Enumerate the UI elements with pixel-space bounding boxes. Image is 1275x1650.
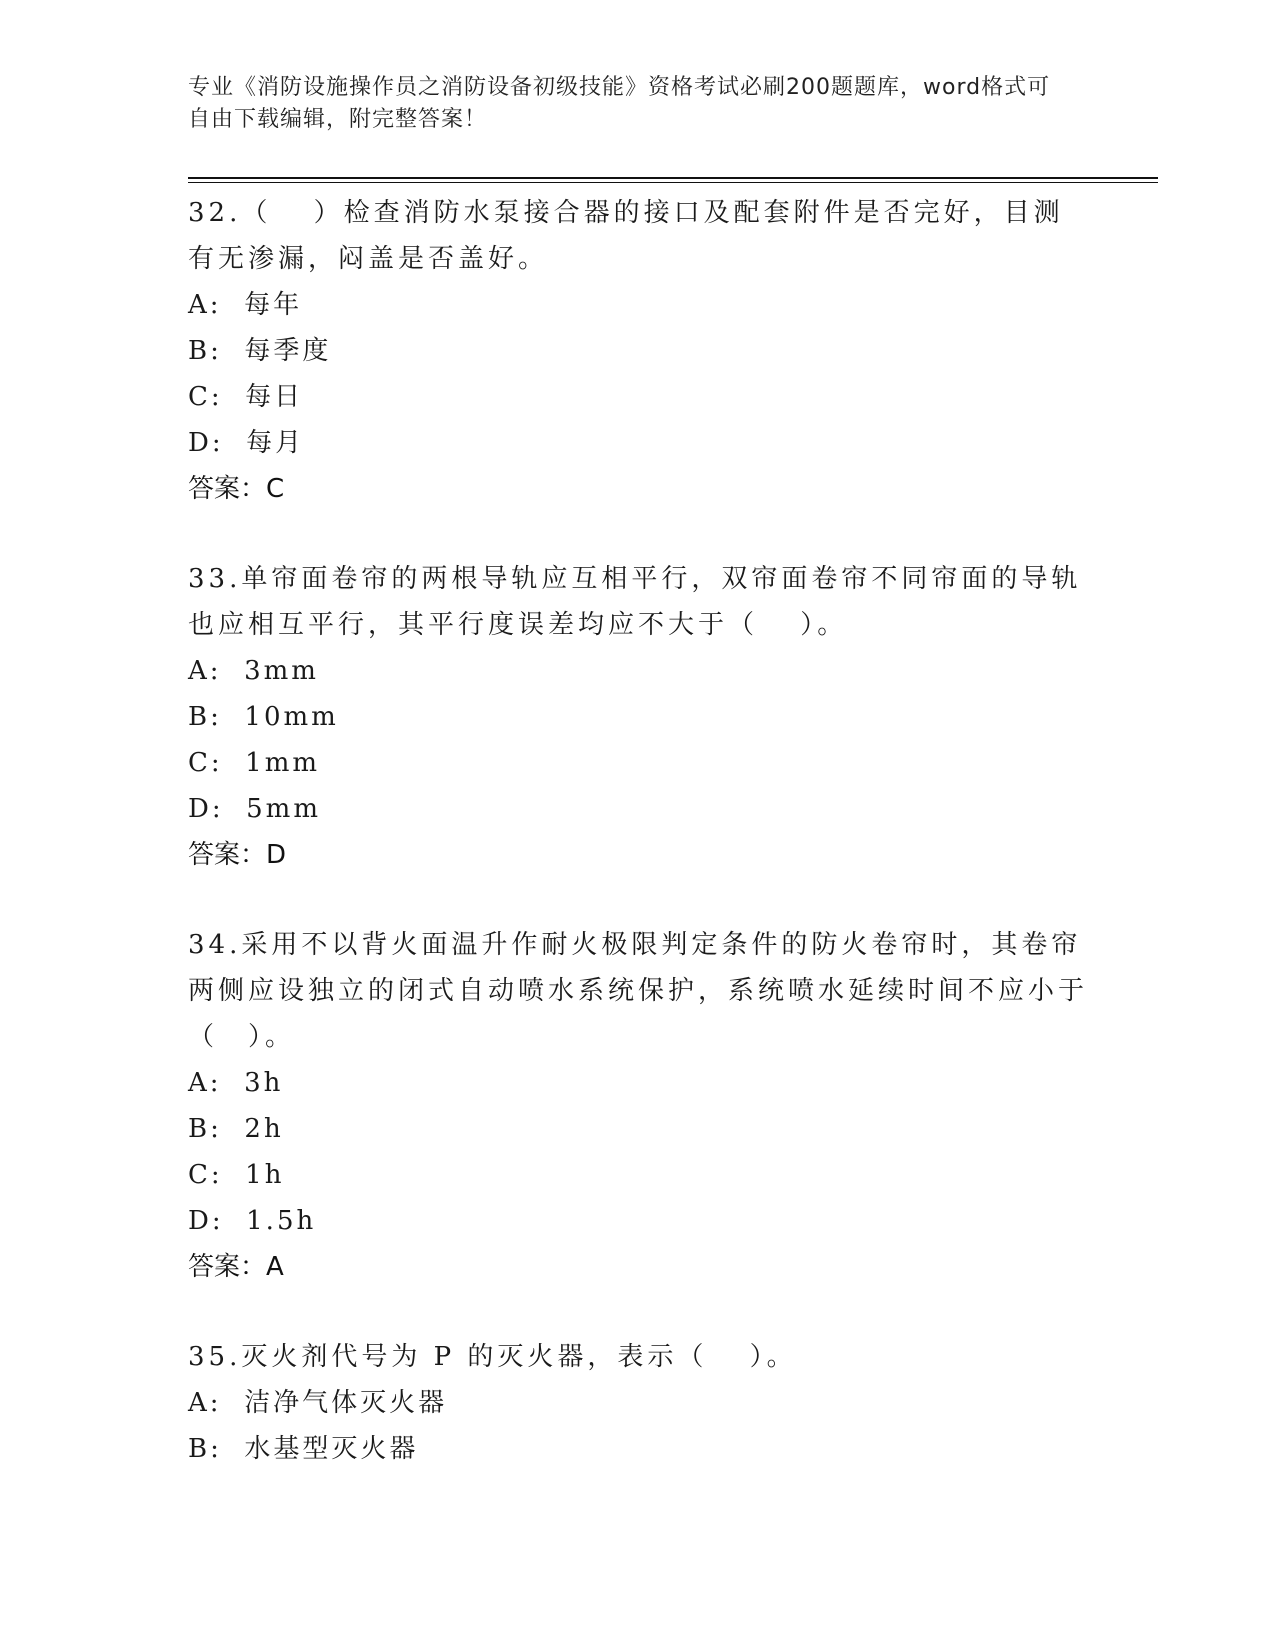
option-c: C: 每日 bbox=[188, 382, 304, 412]
question-32 bbox=[188, 190, 1088, 512]
answer-line: 答案：C bbox=[188, 474, 285, 504]
question-text: 35.灭火剂代号为 P 的灭火器，表示（ ）。 bbox=[188, 1342, 797, 1372]
question-text: 32.（ ）检查消防水泵接合器的接口及配套附件是否完好，目测有无渗漏，闷盖是否盖好。 bbox=[188, 198, 1064, 274]
header-divider-thick bbox=[188, 177, 1158, 179]
question-text: 33.单帘面卷帘的两根导轨应互相平行，双帘面卷帘不同帘面的导轨也应相互平行，其平行度误差均应不大于（ ）。 bbox=[188, 564, 1082, 640]
option-b: B: 2h bbox=[188, 1114, 284, 1144]
question-list bbox=[188, 190, 1088, 1472]
option-d: D: 每月 bbox=[188, 428, 305, 458]
question-text: 34.采用不以背火面温升作耐火极限判定条件的防火卷帘时，其卷帘两侧应设独立的闭式自动喷水系统保护，系统喷水延续时间不应小于（ ）。 bbox=[188, 930, 1089, 1052]
option-c: C: 1mm bbox=[188, 748, 321, 778]
option-c: C: 1h bbox=[188, 1160, 285, 1190]
option-a: A: 每年 bbox=[188, 290, 303, 320]
header-title: 专业《消防设施操作员之消防设备初级技能》资格考试必刷200题题库，word格式可自由下载编辑，附完整答案！ bbox=[188, 75, 1051, 132]
answer-line: 答案：A bbox=[188, 1252, 284, 1282]
option-b: B: 水基型灭火器 bbox=[188, 1434, 419, 1464]
option-b: B: 10mm bbox=[188, 702, 339, 732]
question-34 bbox=[188, 922, 1088, 1290]
option-b: B: 每季度 bbox=[188, 336, 332, 366]
question-33 bbox=[188, 556, 1088, 878]
option-d: D: 1.5h bbox=[188, 1206, 317, 1236]
question-35 bbox=[188, 1334, 1088, 1472]
option-a: A: 3mm bbox=[188, 656, 319, 686]
option-d: D: 5mm bbox=[188, 794, 321, 824]
answer-line: 答案：D bbox=[188, 840, 287, 870]
document-header bbox=[188, 72, 1068, 136]
option-a: A: 洁净气体灭火器 bbox=[188, 1388, 448, 1418]
header-divider-thin bbox=[188, 182, 1158, 183]
option-a: A: 3h bbox=[188, 1068, 284, 1098]
